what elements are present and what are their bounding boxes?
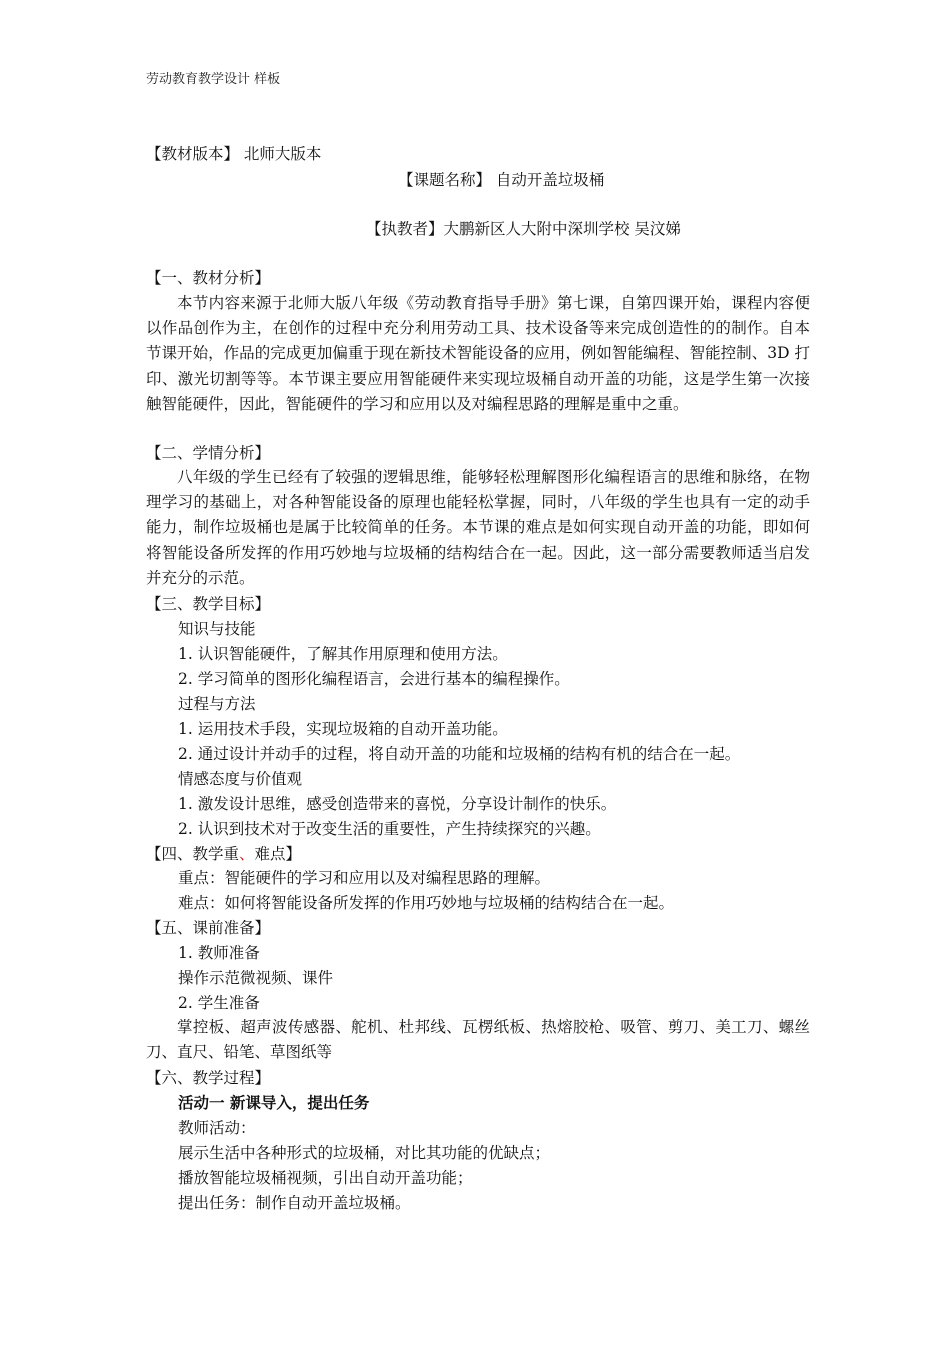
teacher-step-2: 播放智能垃圾桶视频，引出自动开盖功能； [178,1169,473,1187]
section-6-title: 【六、教学过程】 [146,1069,271,1087]
emotion-item-1: 1. 激发设计思维，感受创造带来的喜悦，分享设计制作的快乐。 [178,795,617,813]
emotion-heading: 情感态度与价值观 [178,770,303,788]
page-header: 劳动教育教学设计 样板 [146,72,281,87]
teacher-prep-body: 操作示范微视频、课件 [178,969,334,987]
teacher-step-1: 展示生活中各种形式的垃圾桶，对比其功能的优缺点； [178,1144,551,1162]
section-2-paragraph: 八年级的学生已经有了较强的逻辑思维，能够轻松理解图形化编程语言的思维和脉络，在物理学习的基础上，对各种智能设备的原理也能轻松掌握，同时，八年级的学生也具有一定的动手能力，制作垃圾桶也是属于比较简单的任务。本节课的难点是如何实现自动开盖的功能，即如何将智能设备所发挥的作用巧妙地与垃圾桶的结构结合在一起。因此，这一部分需要教师适当启发并充分的示范。 [146,468,810,587]
key-point: 重点：智能硬件的学习和应用以及对编程思路的理解。 [178,869,551,887]
course-title-line: 【课题名称】 自动开盖垃圾桶 [398,171,605,189]
teacher-line: 【执教者】大鹏新区人大附中深圳学校 吴汶娣 [366,220,681,238]
knowledge-item-1: 1. 认识智能硬件，了解其作用原理和使用方法。 [178,645,508,663]
section-4-title-a: 【四、教学重 [146,845,240,863]
process-item-1: 1. 运用技术手段，实现垃圾箱的自动开盖功能。 [178,720,508,738]
section-4-title [146,844,301,864]
teacher-prep-heading: 1. 教师准备 [178,944,260,962]
section-3-title: 【三、教学目标】 [146,595,271,613]
student-prep-body: 掌控板、超声波传感器、舵机、杜邦线、瓦楞纸板、热熔胶枪、吸管、剪刀、美工刀、螺丝刀、直尺、铅笔、草图纸等 [146,1018,810,1062]
section-1-paragraph: 本节内容来源于北师大版八年级《劳动教育指导手册》第七课，自第四课开始，课程内容便以作品创作为主，在创作的过程中充分利用劳动工具、技术设备等来完成创造性的的制作。自本节课开始，作品的完成更加偏重于现在新技术智能设备的应用，例如智能编程、智能控制、3D 打印、激光切割等等。本节课主要应用智能硬件来实现垃圾桶自动开盖的功能，这是学生第一次接触智能硬件，因此，智能硬件的学习和应用以及对编程思路的理解是重中之重。 [146,294,810,413]
emotion-item-2: 2. 认识到技术对于改变生活的重要性，产生持续探究的兴趣。 [178,820,601,838]
section-4-title-separator: 、 [239,845,255,863]
section-2-body [146,465,810,591]
process-item-2: 2. 通过设计并动手的过程，将自动开盖的功能和垃圾桶的结构有机的结合在一起。 [178,745,741,763]
difficulty-point: 难点：如何将智能设备所发挥的作用巧妙地与垃圾桶的结构结合在一起。 [178,894,675,912]
activity-1-title: 活动一 新课导入，提出任务 [178,1094,370,1112]
section-1-title: 【一、教材分析】 [146,269,271,287]
section-1-body [146,291,810,417]
process-heading: 过程与方法 [178,695,256,713]
teacher-activity-label: 教师活动： [178,1119,256,1137]
edition-line: 【教材版本】 北师大版本 [146,145,322,163]
knowledge-heading: 知识与技能 [178,620,256,638]
section-2-title: 【二、学情分析】 [146,444,271,462]
student-prep-block [146,1015,810,1065]
section-5-title: 【五、课前准备】 [146,919,271,937]
teacher-step-3: 提出任务：制作自动开盖垃圾桶。 [178,1194,411,1212]
knowledge-item-2: 2. 学习简单的图形化编程语言，会进行基本的编程操作。 [178,670,570,688]
student-prep-heading: 2. 学生准备 [178,994,260,1012]
section-4-title-b: 难点】 [254,845,302,863]
